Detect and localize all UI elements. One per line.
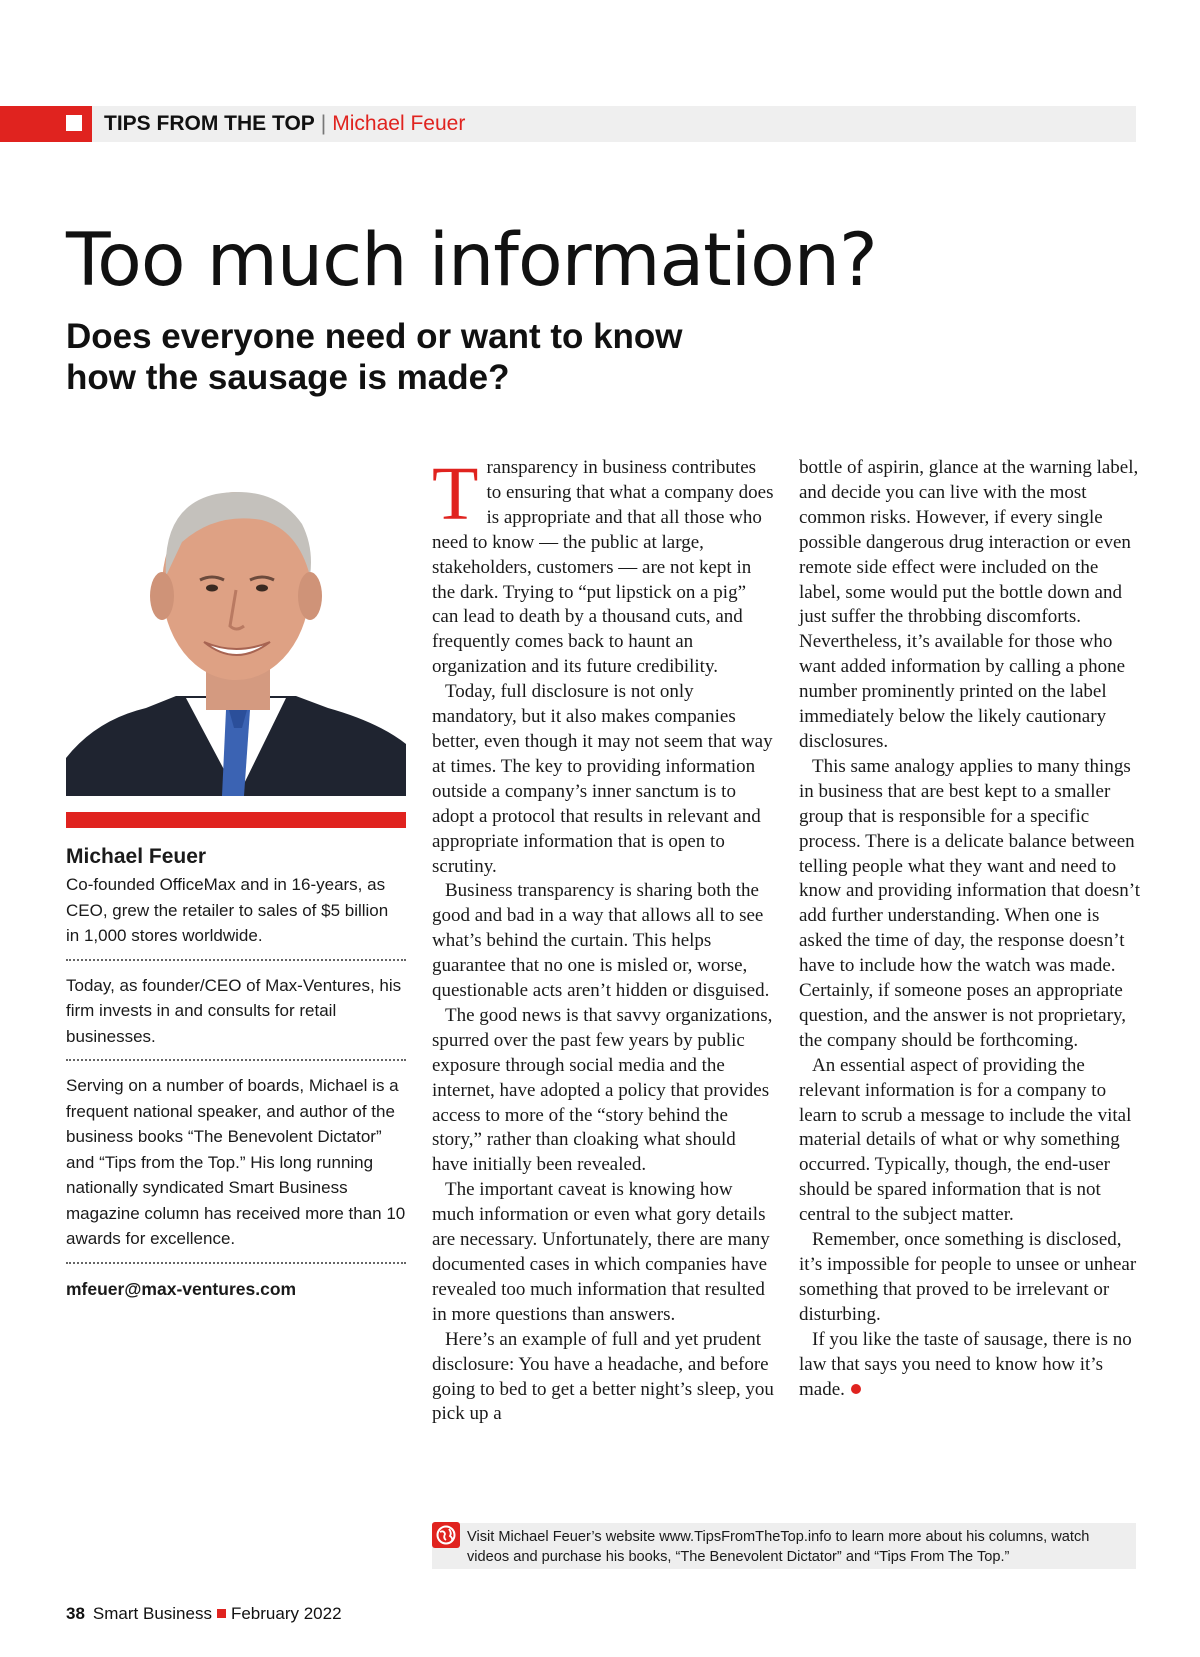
- end-mark-icon: [851, 1384, 861, 1394]
- article-paragraph: The important caveat is knowing how much information or even what gory details are necessary. Unfortunately, there are many documented cases in which companies have revealed too much information that resulted in more questions than answers.: [432, 1179, 770, 1325]
- section-header: [0, 106, 1136, 142]
- article-paragraph: Remember, once something is disclosed, it’s impossible for people to unsee or unhear something that proved to be irrelevant or disturbing.: [799, 1229, 1137, 1325]
- article-column-1: [432, 452, 774, 1427]
- page-number: 38: [66, 1604, 85, 1623]
- page-folio: [66, 1604, 342, 1624]
- article-paragraph: The good news is that savvy organizations, spurred over the past few years by public exposure through social media and the internet, have adopted a policy that provides access to more of the “story behind the story,” rather than cloaking what should have initially been revealed.: [432, 1004, 773, 1176]
- article-paragraph: bottle of aspirin, glance at the warning label, and decide you can live with the most common risks. However, if every single possible dangerous drug interaction or even remote side effect were included on the label, some would put the bottle down and just suffer the throbbing discomforts. Nevertheless, it’s available for those who want added information by calling a phone number prominently printed on the label immediately below the likely cautionary disclosures.: [799, 457, 1139, 752]
- paragraph-text: ransparency in business contributes to ensuring that what a company does is appropriate and that all those who need to know — the public at large, stakeholders, customers — are not kept in the dark. Trying to “put lipstick on a pig” can lead to death by a thousand cuts, and frequently comes back to haunt an organization and its future credibility.: [432, 457, 774, 678]
- article-paragraph: Here’s an example of full and yet prudent disclosure: You have a headache, and before going to bed to get a better night’s sleep, you pick up a: [432, 1328, 774, 1425]
- globe-icon-graphic: [432, 1522, 460, 1548]
- article-paragraph: [799, 1328, 1141, 1403]
- folio-square-icon: [217, 1609, 226, 1618]
- bio-paragraph: Today, as founder/CEO of Max-Ventures, his firm invests in and consults for retail businesses.: [66, 973, 406, 1062]
- globe-icon: [432, 1522, 460, 1548]
- paragraph-text: If you like the taste of sausage, there is no law that says you need to know how it’s made.: [799, 1328, 1132, 1400]
- header-square-icon: [66, 115, 82, 131]
- bio-paragraph: Serving on a number of boards, Michael is a frequent national speaker, and author of the business books “The Benevolent Dictator” and “Tips from the Top.” His long running nationally syndicated Smart Business magazine column has received more than 10 awards for excellence.: [66, 1073, 406, 1264]
- article-paragraph: Business transparency is sharing both the good and bad in a way that allows all to see what’s behind the curtain. This helps guarantee that no one is misled or, worse, questionable acts aren’t hidden or disguised.: [432, 880, 770, 1002]
- author-photo: [66, 458, 406, 796]
- article-subtitle: Does everyone need or want to know how the sausage is made?: [66, 317, 683, 397]
- header-separator: |: [320, 112, 327, 135]
- header-red-block: [0, 106, 92, 142]
- author-portrait-image: [66, 458, 406, 796]
- article-paragraph: An essential aspect of providing the relevant information is for a company to learn to scrub a message to include the vital material details of what or why something occurred. Typically, though, the end-user should be spared information that is not central to the subject matter.: [799, 1054, 1132, 1226]
- bio-email-link[interactable]: mfeuer@max-ventures.com: [66, 1278, 297, 1299]
- article-column-2: [799, 456, 1141, 1402]
- header-author: Michael Feuer: [332, 112, 466, 135]
- column-name: TIPS FROM THE TOP: [104, 112, 315, 135]
- article-paragraph: This same analogy applies to many things in business that are best kept to a smaller group that is responsible for a specific process. There is a delicate balance between telling people what they want and need to know and providing information that doesn’t add further understanding. When one is asked the time of day, the response doesn’t have to include how the watch was made. Certainly, if someone poses an appropriate question, and the answer is not proprietary, the company should be forthcoming.: [799, 755, 1141, 1051]
- issue-date: February 2022: [230, 1604, 342, 1623]
- article-title: Too much information?: [66, 218, 877, 303]
- article-paragraph: [432, 452, 774, 680]
- publication-name: Smart Business: [92, 1604, 212, 1623]
- bio-name: Michael Feuer: [66, 845, 207, 868]
- website-callout-text: Visit Michael Feuer’s website www.TipsFromTheTop.info to learn more about his columns, watch videos and purchase his books, “The Benevolent Dictator” and “Tips From The Top.”: [467, 1529, 1090, 1565]
- bio-red-rule: [66, 812, 406, 828]
- bio-paragraph: Co-founded OfficeMax and in 16-years, as CEO, grew the retailer to sales of $5 billion in 1,000 stores worldwide.: [66, 872, 406, 961]
- header-text: [104, 111, 465, 137]
- author-bio: [66, 844, 406, 1302]
- drop-cap: T: [432, 452, 479, 536]
- article-paragraph: Today, full disclosure is not only mandatory, but it also makes companies better, even though it may not seem that way at times. The key to providing information outside a company’s inner sanctum is to adopt a protocol that results in relevant and appropriate information that is open to scrutiny.: [432, 681, 773, 877]
